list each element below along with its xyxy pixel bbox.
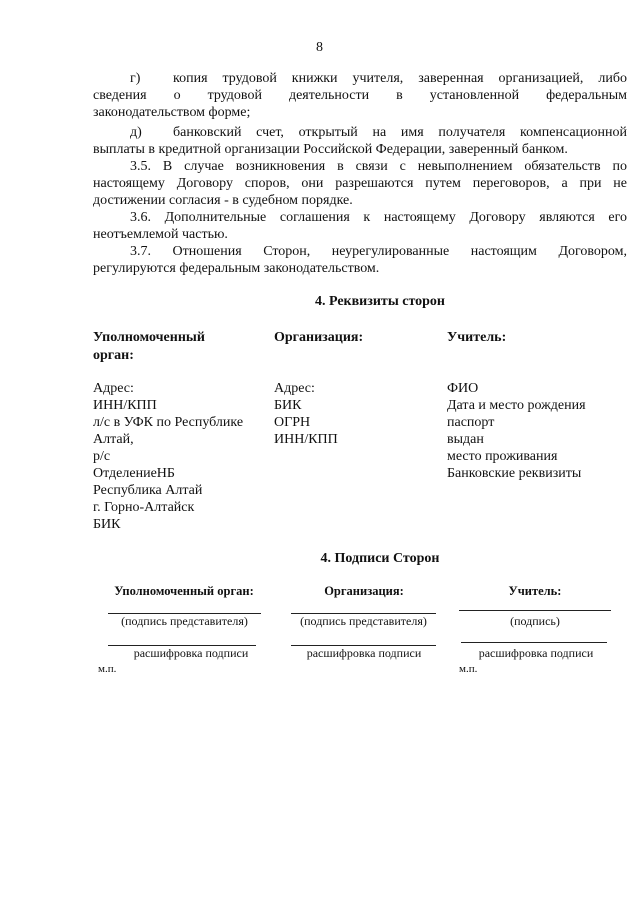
teacher-requisites: ФИО Дата и место рождения паспорт выдан место проживания Банковские реквизиты xyxy=(447,381,586,481)
clause-3-7: 3.7. Отношения Сторон, неурегулированные настоящим Договором, регулируются федеральным законодательством. xyxy=(93,244,627,276)
clause-3-5: 3.5. В случае возникновения в связи с невыполнением обязательств по настоящему Договору споров, они разрешаются путем переговоров, а при не достижении согласия - в судебном порядке. xyxy=(93,159,627,208)
authority-branch: ОтделениеНБ xyxy=(93,466,175,481)
authority-title: Уполномоченный орган: xyxy=(93,330,205,363)
sig-organization-decode: расшифровка подписи xyxy=(306,646,422,660)
sig-teacher-line xyxy=(459,610,611,611)
item-g-letter: г) xyxy=(130,71,141,86)
item-d-line-1: д) банковский счет, открытый на имя получателя компенсационной xyxy=(93,124,627,141)
signatures-heading: 4. Подписи Сторон xyxy=(320,551,440,566)
item-g xyxy=(93,70,627,121)
page-number: 8 xyxy=(316,40,323,55)
clause-3-6: 3.6. Дополнительные соглашения к настоящему Договору являются его неотъемлемой частью. xyxy=(93,210,627,242)
item-g-line-2: сведения о трудовой деятельности в установленной федеральным xyxy=(93,88,627,103)
sig-teacher-title: Учитель: xyxy=(508,584,562,598)
item-g-line-1: г) копия трудовой книжки учителя, заверенная организацией, либо xyxy=(93,70,627,87)
item-g-line-3: законодательством форме; xyxy=(93,105,251,120)
authority-requisites: Адрес: ИНН/КПП л/с в УФК по Республике Алтай, р/с ОтделениеНБ Республика Алтай г. Горно-Алтайск БИК xyxy=(93,380,259,533)
sig-organization-caption: (подпись представителя) xyxy=(300,614,427,628)
item-d-line-2: выплаты в кредитной организации Российской Федерации, заверенный банком. xyxy=(93,142,568,157)
item-d-letter: д) xyxy=(130,125,142,140)
organization-title: Организация: xyxy=(274,330,364,345)
sig-organization-title: Организация: xyxy=(324,584,404,598)
sig-authority-title: Уполномоченный орган: xyxy=(114,584,254,598)
sig-teacher-decode-line xyxy=(461,642,607,643)
sig-teacher-caption: (подпись) xyxy=(510,614,560,628)
sig-teacher-decode: расшифровка подписи xyxy=(478,646,594,660)
sig-teacher-stamp: м.п. xyxy=(459,663,478,675)
item-d xyxy=(93,124,627,158)
requisites-heading: 4. Реквизиты сторон xyxy=(314,294,446,309)
teacher-title: Учитель: xyxy=(447,330,507,345)
sig-authority-stamp: м.п. xyxy=(98,663,117,675)
organization-requisites: Адрес: БИК ОГРН ИНН/КПП xyxy=(274,381,338,447)
sig-authority-caption: (подпись представителя) xyxy=(121,614,248,628)
sig-authority-decode: расшифровка подписи xyxy=(133,646,249,660)
